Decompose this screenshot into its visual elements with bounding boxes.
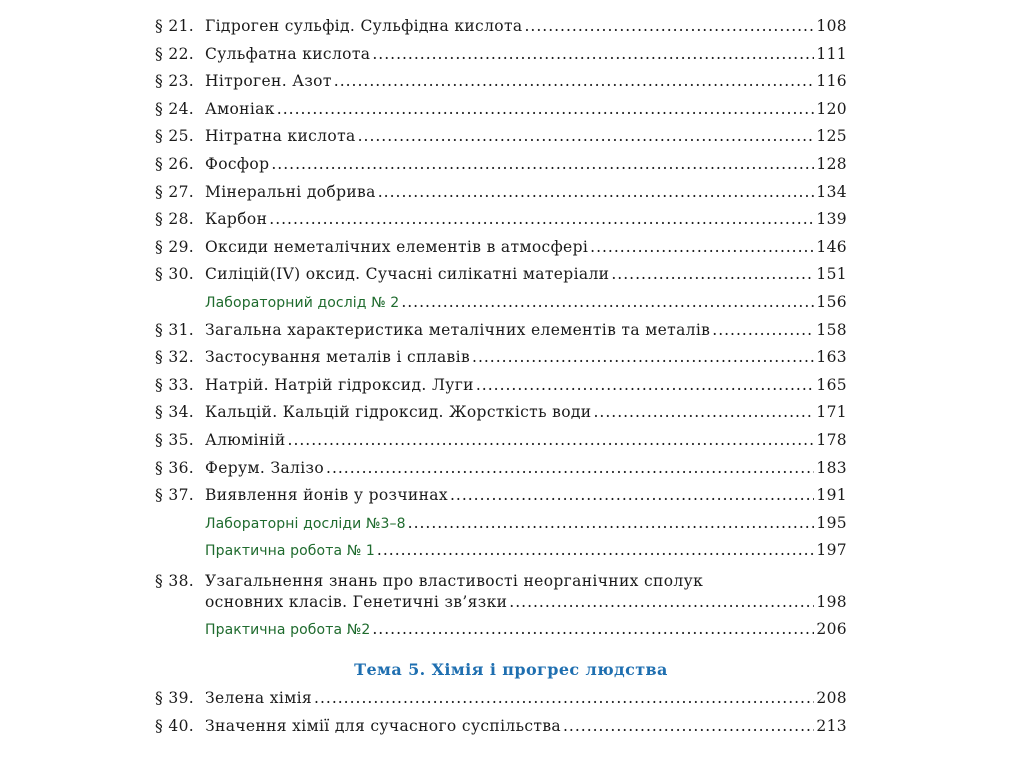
theme-heading: Тема 5. Хімія і прогрес людства: [354, 659, 668, 679]
section-number: § 23.: [155, 72, 195, 91]
toc-entry[interactable]: [155, 265, 847, 293]
page-number: 206: [816, 619, 847, 638]
dot-leader: [450, 486, 814, 504]
section-title: Значення хімії для сучасного суспільства: [205, 717, 561, 736]
section-title: Фосфор: [205, 154, 270, 173]
subentry-title: Лабораторні досліди №3–8: [205, 515, 406, 532]
section-title: Загальна характеристика металічних елементів та металів: [205, 320, 711, 339]
page-number: 116: [816, 72, 847, 91]
toc-entry[interactable]: [155, 459, 847, 487]
page-number: 120: [816, 99, 847, 118]
section-title: Сульфатна кислота: [205, 44, 371, 63]
section-number: § 26.: [155, 154, 195, 173]
section-title: Зелена хімія: [205, 689, 313, 708]
dot-leader: [334, 72, 815, 90]
section-number: § 28.: [155, 210, 195, 229]
table-of-contents: [155, 17, 847, 745]
page-number: 139: [816, 210, 847, 229]
page-number: 195: [816, 513, 847, 532]
dot-leader: [288, 431, 815, 449]
dot-leader: [277, 100, 815, 118]
subentry-title: Лабораторний дослід № 2: [205, 294, 400, 311]
subentry-title: Практична робота № 1: [205, 543, 375, 560]
toc-entry[interactable]: [155, 321, 847, 349]
page-number: 165: [816, 375, 847, 394]
section-number: § 40.: [155, 717, 195, 736]
section-title: Застосування металів і сплавів: [205, 348, 471, 367]
section-title: Оксиди неметалічних елементів в атмосфері: [205, 237, 589, 256]
section-number: § 25.: [155, 127, 195, 146]
dot-leader: [372, 620, 814, 638]
dot-leader: [314, 689, 814, 707]
toc-entry[interactable]: [155, 486, 847, 514]
toc-entry[interactable]: [155, 210, 847, 238]
section-title: Нітратна кислота: [205, 127, 356, 146]
toc-subentry[interactable]: [155, 514, 847, 542]
section-title: Натрій. Натрій гідроксид. Луги: [205, 375, 474, 394]
toc-entry[interactable]: [155, 238, 847, 266]
dot-leader: [524, 17, 814, 35]
dot-leader: [377, 541, 814, 559]
section-title: Мінеральні добрива: [205, 182, 376, 201]
dot-leader: [401, 293, 814, 311]
toc-entry[interactable]: [155, 348, 847, 376]
page-number: 197: [816, 541, 847, 560]
toc-entry[interactable]: [155, 689, 847, 717]
page-number: 171: [816, 403, 847, 422]
section-title: Узагальнення знань про властивості неорганічних сполук: [205, 571, 704, 590]
dot-leader: [271, 155, 814, 173]
section-title: Карбон: [205, 210, 268, 229]
page-number: 125: [816, 127, 847, 146]
dot-leader: [358, 127, 815, 145]
section-number: § 22.: [155, 44, 195, 63]
toc-entry[interactable]: [155, 431, 847, 459]
page-number: 146: [816, 237, 847, 256]
toc-entry[interactable]: [155, 17, 847, 45]
section-number: § 34.: [155, 403, 195, 422]
page-number: 208: [816, 689, 847, 708]
section-number: § 39.: [155, 689, 195, 708]
toc-entry[interactable]: [155, 376, 847, 404]
dot-leader: [611, 265, 814, 283]
section-title: Кальцій. Кальцій гідроксид. Жорсткість води: [205, 403, 592, 422]
dot-leader: [590, 238, 814, 256]
page-number: 108: [816, 17, 847, 35]
toc-entry[interactable]: [155, 45, 847, 73]
section-number: § 27.: [155, 182, 195, 201]
subentry-title: Практична робота №2: [205, 621, 371, 638]
page-number: 163: [816, 348, 847, 367]
dot-leader: [563, 717, 814, 735]
section-number: § 32.: [155, 348, 195, 367]
toc-entry[interactable]: [155, 127, 847, 155]
section-number: § 29.: [155, 237, 195, 256]
section-number: § 30.: [155, 265, 195, 284]
section-number: § 21.: [155, 17, 195, 35]
section-number: § 36.: [155, 458, 195, 477]
page-number: 213: [816, 717, 847, 736]
dot-leader: [593, 403, 814, 421]
dot-leader: [326, 459, 814, 477]
page-number: 134: [816, 182, 847, 201]
page-number: 151: [816, 265, 847, 284]
section-number: § 38.: [155, 571, 195, 590]
section-title: Амоніак: [205, 99, 275, 118]
toc-subentry[interactable]: [155, 293, 847, 321]
toc-subentry[interactable]: [155, 620, 847, 648]
toc-entry[interactable]: [155, 717, 847, 745]
page-number: 183: [816, 458, 847, 477]
section-title: Гідроген сульфід. Сульфідна кислота: [205, 17, 523, 35]
section-title: Нітроген. Азот: [205, 72, 332, 91]
toc-entry[interactable]: [155, 403, 847, 431]
section-title: Силіцій(IV) оксид. Сучасні силікатні матеріали: [205, 265, 610, 284]
page-number: 178: [816, 430, 847, 449]
section-number: § 33.: [155, 375, 195, 394]
section-number: § 37.: [155, 486, 195, 505]
toc-entry[interactable]: [155, 183, 847, 211]
page-number: 128: [816, 154, 847, 173]
section-title-continued: основних класів. Генетичні зв’язки: [205, 592, 508, 611]
toc-entry[interactable]: [155, 100, 847, 128]
toc-subentry[interactable]: [155, 541, 847, 569]
page-number: 191: [816, 486, 847, 505]
toc-entry[interactable]: [155, 72, 847, 100]
toc-entry[interactable]: [155, 155, 847, 183]
dot-leader: [509, 593, 814, 611]
dot-leader: [472, 348, 814, 366]
toc-entry-two-line[interactable]: [155, 569, 847, 620]
section-number: § 31.: [155, 320, 195, 339]
dot-leader: [269, 210, 814, 228]
page-number: 158: [816, 320, 847, 339]
dot-leader: [372, 45, 814, 63]
page-number: 198: [816, 592, 847, 611]
section-title: Алюміній: [205, 430, 286, 449]
section-number: § 24.: [155, 99, 195, 118]
section-number: § 35.: [155, 430, 195, 449]
page-number: 111: [816, 44, 847, 63]
dot-leader: [378, 183, 815, 201]
section-title: Виявлення йонів у розчинах: [205, 486, 448, 505]
page-number: 156: [816, 292, 847, 311]
dot-leader: [712, 321, 814, 339]
dot-leader: [408, 514, 815, 532]
dot-leader: [476, 376, 815, 394]
section-title: Ферум. Залізо: [205, 458, 325, 477]
